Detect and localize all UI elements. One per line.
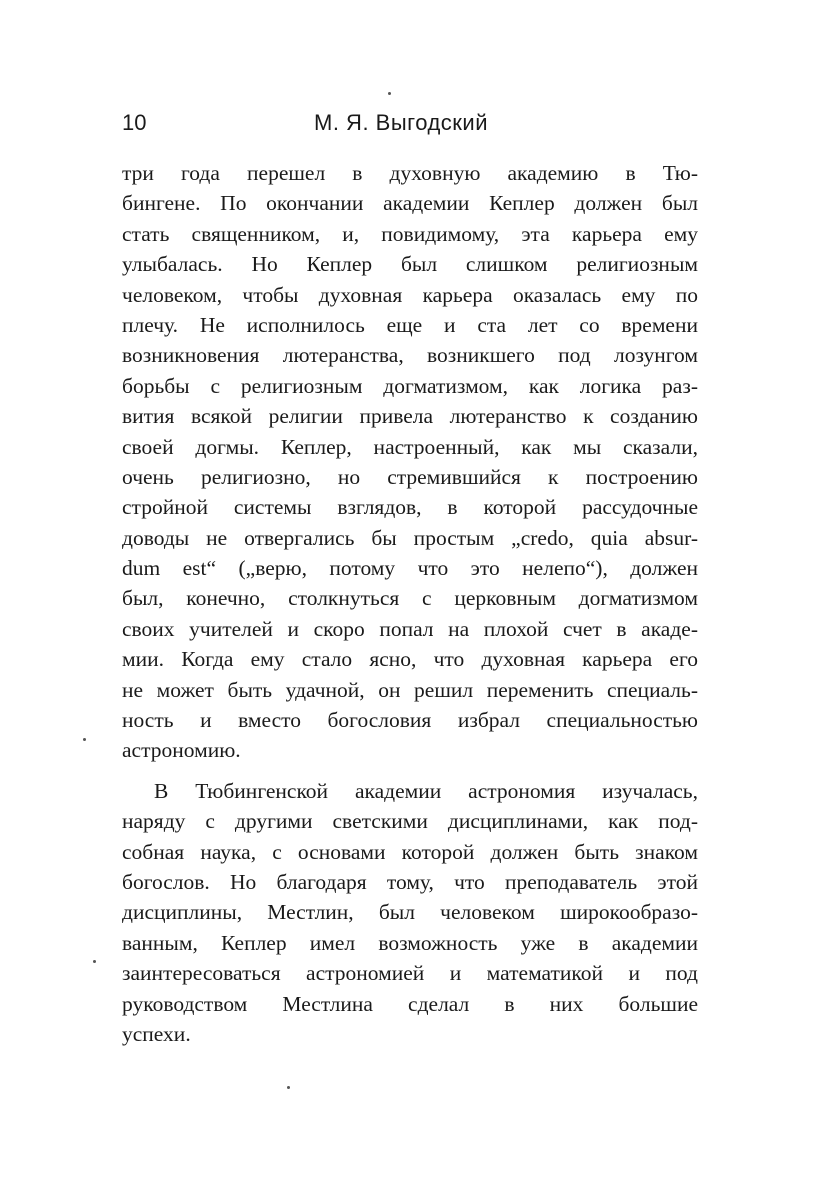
- text-line: стать священником, и, повидимому, эта карьера ему: [122, 221, 698, 246]
- text-line: вития всякой религии привела лютеранство к созданию: [122, 404, 698, 429]
- text-line: борьбы с религиозным догматизмом, как логика раз-: [122, 373, 698, 398]
- text-line: возникновения лютеранства, возникшего под лозунгом: [122, 343, 698, 368]
- text-line: успехи.: [122, 1021, 191, 1046]
- body-text: [122, 158, 698, 1049]
- text-line: бингене. По окончании академии Кеплер должен был: [122, 191, 698, 216]
- text-line: не может быть удачной, он решил переменить специаль-: [122, 677, 698, 702]
- text-line: плечу. Не исполнилось еще и ста лет со времени: [122, 312, 698, 337]
- text-line: доводы не отвергались бы простым „credo, quia absur-: [122, 525, 698, 550]
- text-line: очень религиозно, но стремившийся к построению: [122, 464, 698, 489]
- scan-speck: [83, 738, 86, 741]
- text-line: В Тюбингенской академии астрономия изучалась,: [154, 778, 698, 803]
- text-line: заинтересоваться астрономией и математикой и под: [122, 961, 698, 986]
- text-line: астрономию.: [122, 738, 241, 763]
- text-line: был, конечно, столкнуться с церковным догматизмом: [122, 586, 698, 611]
- text-line: собная наука, с основами которой должен быть знаком: [122, 839, 698, 864]
- text-line: человеком, чтобы духовная карьера оказалась ему по: [122, 282, 698, 307]
- text-line: дисциплины, Местлин, был человеком широкообразо-: [122, 900, 698, 925]
- paragraph: [122, 158, 698, 766]
- page-header: [122, 110, 700, 144]
- text-line: богослов. Но благодаря тому, что преподаватель этой: [122, 869, 698, 894]
- text-line: руководством Местлина сделал в них большие: [122, 991, 698, 1016]
- text-line: dum est“ („верю, потому что это нелепо“), должен: [122, 556, 698, 581]
- text-line: мии. Когда ему стало ясно, что духовная карьера его: [122, 647, 698, 672]
- scan-speck: [93, 960, 96, 963]
- text-line: ванным, Кеплер имел возможность уже в академии: [122, 930, 698, 955]
- paragraph: [122, 776, 698, 1050]
- text-line: своей догмы. Кеплер, настроенный, как мы сказали,: [122, 434, 698, 459]
- text-line: своих учителей и скоро попал на плохой счет в акаде-: [122, 616, 698, 641]
- text-line: ность и вместо богословия избрал специальностью: [122, 708, 698, 733]
- text-line: три года перешел в духовную академию в Тю-: [122, 161, 698, 185]
- scan-speck: [388, 92, 391, 95]
- paragraph-gap: [122, 766, 698, 776]
- text-line: стройной системы взглядов, в которой рассудочные: [122, 495, 698, 520]
- text-line: наряду с другими светскими дисциплинами, как под-: [122, 809, 698, 834]
- running-head: М. Я. Выгодский: [314, 110, 488, 135]
- page-number: 10: [122, 110, 147, 135]
- scan-speck: [287, 1086, 290, 1089]
- text-line: улыбалась. Но Кеплер был слишком религиозным: [122, 252, 698, 277]
